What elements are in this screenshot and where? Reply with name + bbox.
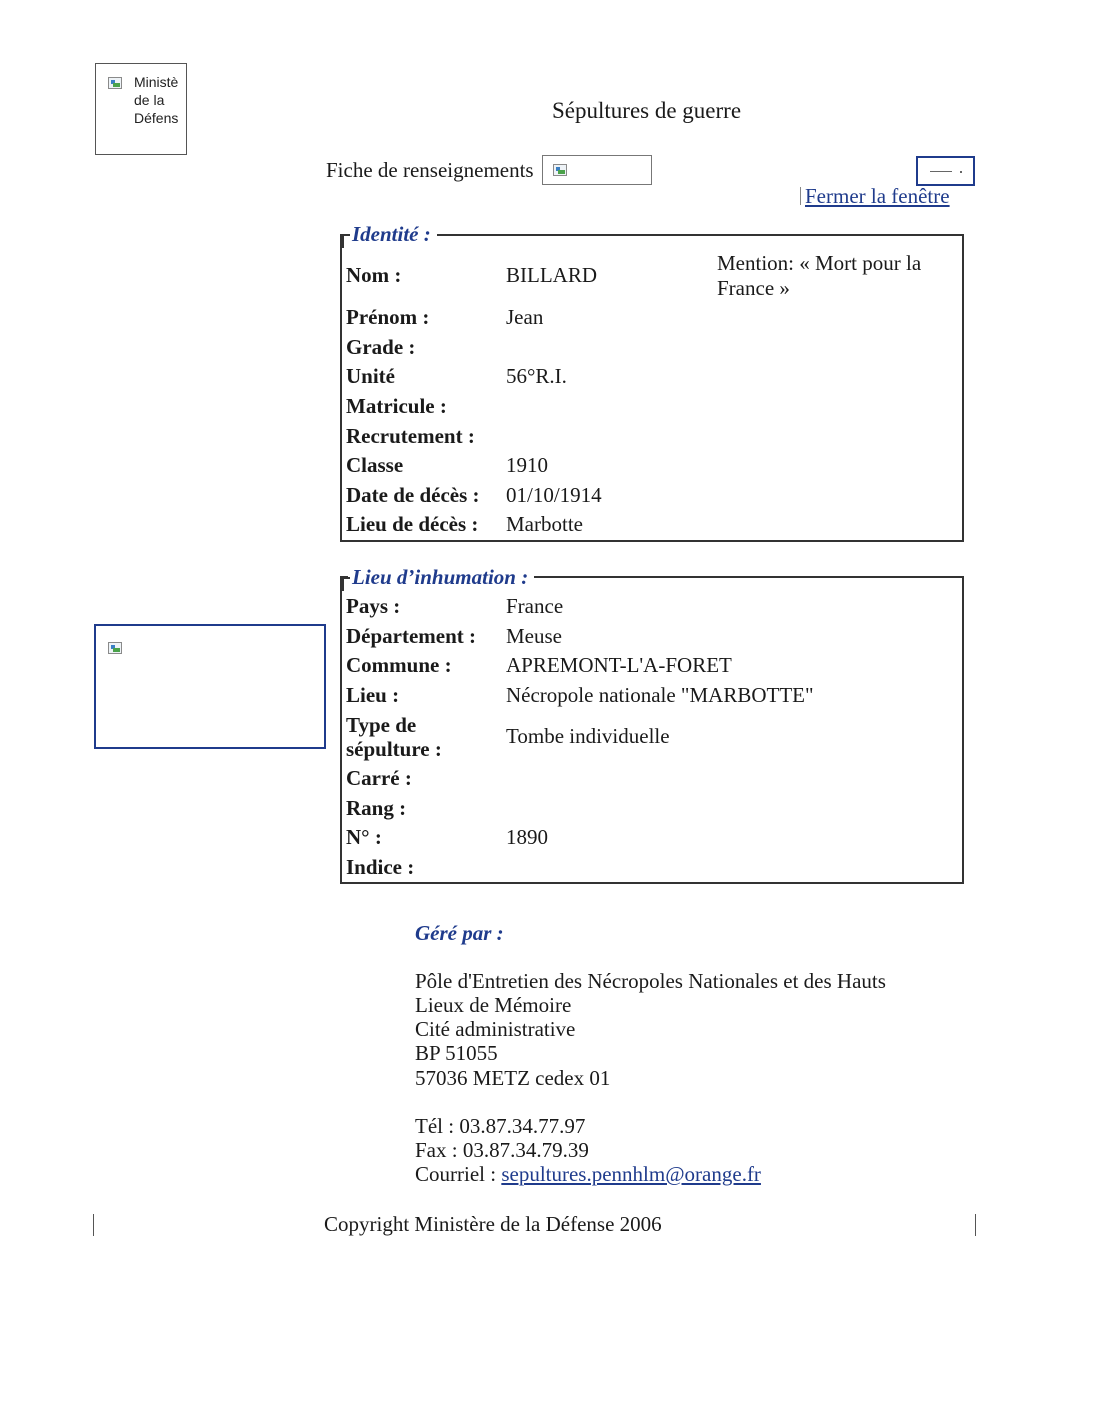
- field-label: Date de décès :: [346, 483, 480, 507]
- field-label: Commune :: [346, 653, 452, 677]
- field-label: Matricule :: [346, 394, 447, 418]
- field-label: Classe: [346, 453, 404, 477]
- field-value: Jean: [506, 305, 544, 329]
- copyright-text: Copyright Ministère de la Défense 2006: [324, 1212, 662, 1236]
- broken-image-icon: [108, 642, 122, 654]
- page-subtitle: Fiche de renseignements: [326, 158, 534, 182]
- broken-image-icon: [553, 164, 567, 176]
- field-value: 01/10/1914: [506, 483, 602, 507]
- field-label: N° :: [346, 825, 382, 849]
- field-value: 1890: [506, 825, 548, 849]
- footer-divider: [975, 1214, 976, 1236]
- field-label: Pays :: [346, 594, 401, 618]
- field-label: Prénom :: [346, 305, 430, 329]
- address-line: Pôle d'Entretien des Nécropoles Nationales et des Hauts: [415, 969, 886, 993]
- field-label: Type de: [346, 713, 417, 737]
- logo-alt-line: Ministè: [134, 74, 179, 90]
- field-value: Tombe individuelle: [506, 724, 670, 748]
- field-value: BILLARD: [506, 263, 597, 287]
- logo-alt-line: de la: [134, 92, 165, 108]
- logo-alt-line: Défens: [134, 110, 179, 126]
- address-line: 57036 METZ cedex 01: [415, 1066, 611, 1090]
- close-button-graphic: [960, 171, 962, 173]
- field-label: Carré :: [346, 766, 412, 790]
- subtitle-image: [542, 155, 652, 185]
- field-label: Lieu :: [346, 683, 400, 707]
- field-value: 56°R.I.: [506, 364, 567, 388]
- field-label: Unité: [346, 364, 395, 388]
- field-label: Grade :: [346, 335, 416, 359]
- field-value: Nécropole nationale "MARBOTTE": [506, 683, 814, 707]
- field-label: Nom :: [346, 263, 402, 287]
- field-label: Lieu de décès :: [346, 512, 479, 536]
- field-value: Marbotte: [506, 512, 583, 536]
- email-link[interactable]: sepultures.pennhlm@orange.fr: [501, 1162, 761, 1186]
- field-value: Meuse: [506, 624, 562, 648]
- field-label: Département :: [346, 624, 477, 648]
- managed-by-heading: Géré par :: [415, 921, 504, 945]
- phone-number: Tél : 03.87.34.77.97: [415, 1114, 586, 1138]
- image-frame: [94, 624, 326, 749]
- field-value: 1910: [506, 453, 548, 477]
- identite-legend: Identité :: [348, 222, 437, 247]
- close-button-graphic: [930, 171, 952, 172]
- broken-image-icon: [108, 77, 122, 89]
- field-value: APREMONT-L'A-FORET: [506, 653, 732, 677]
- email-line: [415, 1162, 761, 1187]
- page-title: Sépultures de guerre: [552, 98, 742, 123]
- field-label: sépulture :: [346, 737, 442, 761]
- email-label: Courriel :: [415, 1162, 502, 1186]
- logo-alt-text: [134, 73, 186, 127]
- close-window-button[interactable]: [916, 156, 975, 186]
- field-label: Recrutement :: [346, 424, 475, 448]
- close-window-label: Fermer la fenêtre: [805, 184, 950, 208]
- field-value: France: [506, 594, 564, 618]
- mention-text: Mention: « Mort pour la France »: [717, 251, 922, 300]
- link-marker: [800, 187, 802, 205]
- address-line: Lieux de Mémoire: [415, 993, 572, 1017]
- field-label: Rang :: [346, 796, 407, 820]
- address-line: Cité administrative: [415, 1017, 576, 1041]
- close-window-link[interactable]: [800, 184, 950, 209]
- fax-number: Fax : 03.87.34.79.39: [415, 1138, 589, 1162]
- ministry-logo: [95, 63, 187, 155]
- inhumation-legend: Lieu d’inhumation :: [348, 565, 534, 590]
- address-line: BP 51055: [415, 1041, 498, 1065]
- field-label: Indice :: [346, 855, 415, 879]
- footer-divider: [93, 1214, 94, 1236]
